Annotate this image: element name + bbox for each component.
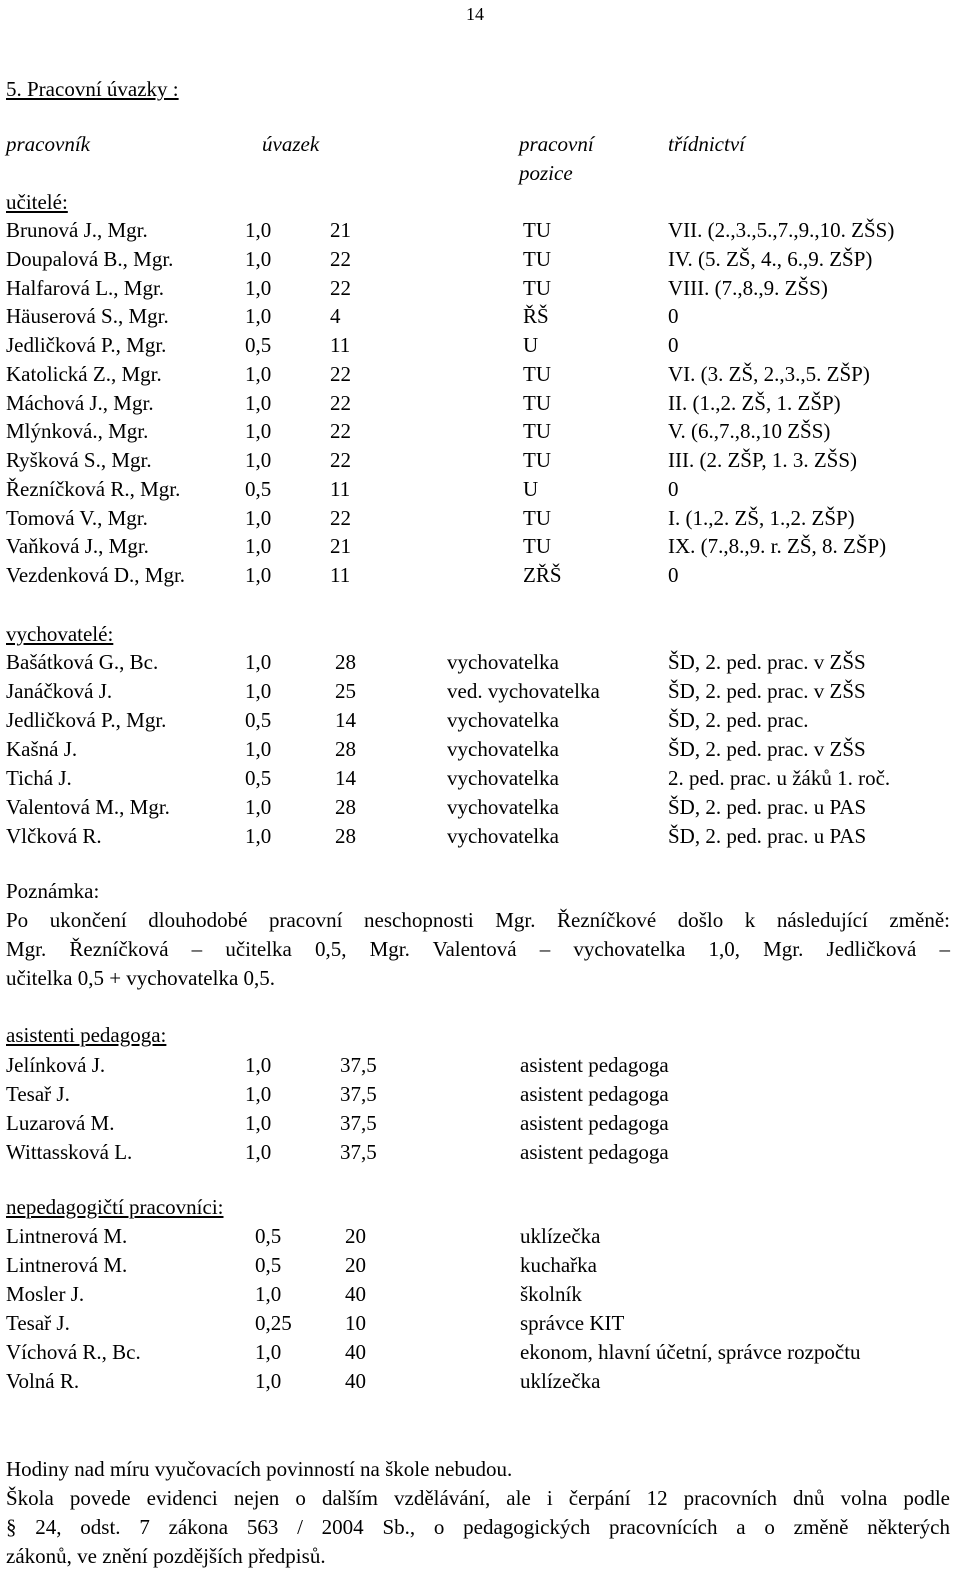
header-pozice-1: pracovní xyxy=(519,132,594,156)
table-row xyxy=(0,793,960,822)
cell-hodiny: 28 xyxy=(335,824,356,848)
cell-tridnictvi: 0 xyxy=(668,476,679,501)
poznamka-label: Poznámka: xyxy=(6,879,100,903)
cell-tridnictvi: VI. (3. ZŠ, 2.,3.,5. ZŠP) xyxy=(668,361,870,386)
cell-hodiny: 22 xyxy=(330,419,351,444)
table-row xyxy=(0,417,960,446)
cell-tridnictvi: III. (2. ZŠP, 1. 3. ZŠS) xyxy=(668,448,858,472)
cell-pozice: U xyxy=(523,333,539,357)
cell-pozice: ZŘŠ xyxy=(523,563,562,587)
table-row xyxy=(0,475,960,504)
cell-hodiny: 37,5 xyxy=(340,1053,377,1077)
cell-uvazek: 1,0 xyxy=(245,1053,272,1077)
cell-hodiny: 20 xyxy=(345,1224,366,1248)
cell-hodiny: 14 xyxy=(335,766,356,790)
cell-pozice: uklízečka xyxy=(520,1369,601,1393)
cell-tridnictvi: 0 xyxy=(668,563,679,587)
cell-pozice: TU xyxy=(523,361,551,386)
cell-hodiny: 22 xyxy=(330,246,351,271)
cell-hodiny: 40 xyxy=(345,1340,366,1364)
cell-name: Řezníčková R., Mgr. xyxy=(6,476,181,501)
table-row xyxy=(0,245,960,274)
cell-name: Jedličková P., Mgr. xyxy=(6,708,167,732)
cell-uvazek: 1,0 xyxy=(245,650,272,674)
cell-name: Lintnerová M. xyxy=(6,1253,128,1277)
cell-hodiny: 21 xyxy=(330,534,351,559)
cell-uvazek: 1,0 xyxy=(245,505,272,530)
cell-uvazek: 1,0 xyxy=(245,679,272,703)
cell-poznamka: ŠD, 2. ped. prac. xyxy=(668,708,809,732)
cell-tridnictvi: V. (6.,7.,8.,10 ZŠS) xyxy=(668,419,831,444)
footer-line-4: zákonů, ve znění pozdějších předpisů. xyxy=(6,1544,326,1568)
table-row xyxy=(0,1338,960,1367)
cell-hodiny: 37,5 xyxy=(340,1082,377,1106)
table-row xyxy=(0,1080,960,1109)
cell-uvazek: 1,0 xyxy=(245,1140,272,1164)
cell-name: Vaňková J., Mgr. xyxy=(6,534,149,559)
table-row xyxy=(0,1051,960,1080)
table-row xyxy=(0,331,960,360)
cell-uvazek: 0,5 xyxy=(245,476,272,501)
cell-tridnictvi: II. (1.,2. ZŠ, 1. ZŠP) xyxy=(668,390,841,415)
cell-uvazek: 0,5 xyxy=(255,1253,282,1277)
cell-name: Janáčková J. xyxy=(6,679,113,703)
table-row xyxy=(0,1309,960,1338)
cell-uvazek: 1,0 xyxy=(245,275,272,300)
cell-pozice: vychovatelka xyxy=(447,650,559,674)
cell-pozice: vychovatelka xyxy=(447,795,559,819)
cell-hodiny: 25 xyxy=(335,679,356,703)
cell-tridnictvi: I. (1.,2. ZŠ, 1.,2. ZŠP) xyxy=(668,505,855,530)
cell-pozice: uklízečka xyxy=(520,1224,601,1248)
table-row xyxy=(0,446,960,475)
cell-name: Tichá J. xyxy=(6,766,72,790)
cell-hodiny: 22 xyxy=(330,275,351,300)
page-number: 14 xyxy=(466,4,484,24)
cell-name: Kašná J. xyxy=(6,737,78,761)
cell-uvazek: 1,0 xyxy=(245,361,272,386)
table-row xyxy=(0,302,960,331)
header-pozice-2: pozice xyxy=(519,161,573,185)
table-row xyxy=(0,1280,960,1309)
cell-name: Vezdenková D., Mgr. xyxy=(6,563,186,587)
cell-hodiny: 14 xyxy=(335,708,356,732)
table-row xyxy=(0,648,960,677)
cell-poznamka: 2. ped. prac. u žáků 1. roč. xyxy=(668,766,891,790)
cell-tridnictvi: VIII. (7.,8.,9. ZŠS) xyxy=(668,275,828,300)
cell-uvazek: 1,0 xyxy=(245,218,272,242)
cell-uvazek: 1,0 xyxy=(245,419,272,444)
cell-name: Halfarová L., Mgr. xyxy=(6,275,165,300)
cell-uvazek: 0,5 xyxy=(245,333,272,357)
cell-uvazek: 1,0 xyxy=(245,390,272,415)
vychovatele-label: vychovatelé: xyxy=(6,622,114,646)
cell-pozice: ŘŠ xyxy=(523,304,549,329)
table-row xyxy=(0,764,960,793)
cell-uvazek: 1,0 xyxy=(245,448,272,472)
cell-pozice: ekonom, hlavní účetní, správce rozpočtu xyxy=(520,1340,861,1364)
cell-uvazek: 0,5 xyxy=(255,1224,282,1248)
cell-pozice: TU xyxy=(523,448,551,472)
cell-pozice: školník xyxy=(520,1282,582,1306)
cell-hodiny: 21 xyxy=(330,218,351,242)
cell-uvazek: 1,0 xyxy=(245,304,272,329)
footer-line-1: Hodiny nad míru vyučovacích povinností na škole nebudou. xyxy=(6,1457,513,1481)
cell-pozice: TU xyxy=(523,390,551,415)
cell-hodiny: 28 xyxy=(335,795,356,819)
cell-tridnictvi: 0 xyxy=(668,304,679,329)
cell-name: Volná R. xyxy=(6,1369,80,1393)
cell-name: Doupalová B., Mgr. xyxy=(6,246,174,271)
cell-name: Tesař J. xyxy=(6,1082,70,1106)
nepedagogicti-label: nepedagogičtí pracovníci: xyxy=(6,1195,224,1219)
cell-hodiny: 4 xyxy=(330,304,341,329)
cell-name: Valentová M., Mgr. xyxy=(6,795,170,819)
table-row xyxy=(0,274,960,303)
cell-poznamka: ŠD, 2. ped. prac. u PAS xyxy=(668,824,867,848)
cell-tridnictvi: IX. (7.,8.,9. r. ZŠ, 8. ZŠP) xyxy=(668,534,887,559)
cell-poznamka: ŠD, 2. ped. prac. v ZŠS xyxy=(668,650,866,674)
cell-name: Tomová V., Mgr. xyxy=(6,505,148,530)
cell-pozice: vychovatelka xyxy=(447,708,559,732)
cell-name: Katolická Z., Mgr. xyxy=(6,361,162,386)
cell-uvazek: 1,0 xyxy=(255,1369,282,1393)
cell-pozice: TU xyxy=(523,218,551,242)
cell-uvazek: 0,5 xyxy=(245,766,272,790)
cell-uvazek: 0,25 xyxy=(255,1311,292,1335)
cell-hodiny: 10 xyxy=(345,1311,366,1335)
cell-pozice: vychovatelka xyxy=(447,824,559,848)
header-tridnictvi: třídnictví xyxy=(668,132,745,156)
poznamka-line-2: Mgr. Řezníčková – učitelka 0,5, Mgr. Valentová – vychovatelka 1,0, Mgr. Jedličková – xyxy=(6,937,950,961)
cell-name: Brunová J., Mgr. xyxy=(6,218,148,242)
cell-pozice: asistent pedagoga xyxy=(520,1111,669,1135)
cell-name: Vlčková R. xyxy=(6,824,102,848)
cell-name: Häuserová S., Mgr. xyxy=(6,304,169,329)
cell-pozice: asistent pedagoga xyxy=(520,1082,669,1106)
cell-name: Ryšková S., Mgr. xyxy=(6,448,152,472)
cell-hodiny: 22 xyxy=(330,448,351,472)
cell-pozice: asistent pedagoga xyxy=(520,1053,669,1077)
cell-hodiny: 40 xyxy=(345,1282,366,1306)
table-row xyxy=(0,389,960,418)
cell-uvazek: 1,0 xyxy=(245,246,272,271)
cell-uvazek: 1,0 xyxy=(245,563,272,587)
cell-hodiny: 37,5 xyxy=(340,1140,377,1164)
table-row xyxy=(0,1222,960,1251)
cell-hodiny: 28 xyxy=(335,650,356,674)
cell-hodiny: 37,5 xyxy=(340,1111,377,1135)
table-row xyxy=(0,677,960,706)
cell-name: Jelínková J. xyxy=(6,1053,106,1077)
cell-name: Lintnerová M. xyxy=(6,1224,128,1248)
footer-line-2: Škola povede evidenci nejen o dalším vzdělávání, ale i čerpání 12 pracovních dnů volna podle xyxy=(6,1486,950,1510)
cell-hodiny: 20 xyxy=(345,1253,366,1277)
cell-hodiny: 11 xyxy=(330,333,351,357)
cell-hodiny: 11 xyxy=(330,476,351,501)
cell-name: Bašátková G., Bc. xyxy=(6,650,159,674)
cell-pozice: TU xyxy=(523,275,551,300)
table-row xyxy=(0,735,960,764)
cell-uvazek: 1,0 xyxy=(245,824,272,848)
cell-name: Tesař J. xyxy=(6,1311,70,1335)
cell-name: Mlýnková., Mgr. xyxy=(6,419,149,444)
table-row xyxy=(0,1251,960,1280)
header-pracovnik: pracovník xyxy=(6,132,90,156)
cell-hodiny: 28 xyxy=(335,737,356,761)
cell-uvazek: 0,5 xyxy=(245,708,272,732)
cell-pozice: TU xyxy=(523,505,551,530)
cell-pozice: U xyxy=(523,476,539,501)
table-row xyxy=(0,532,960,561)
cell-hodiny: 22 xyxy=(330,361,351,386)
cell-pozice: TU xyxy=(523,419,551,444)
table-row xyxy=(0,360,960,389)
cell-pozice: TU xyxy=(523,534,551,559)
cell-uvazek: 1,0 xyxy=(245,1111,272,1135)
cell-pozice: asistent pedagoga xyxy=(520,1140,669,1164)
cell-uvazek: 1,0 xyxy=(255,1340,282,1364)
cell-hodiny: 40 xyxy=(345,1369,366,1393)
cell-pozice: vychovatelka xyxy=(447,737,559,761)
cell-name: Máchová J., Mgr. xyxy=(6,390,154,415)
cell-name: Jedličková P., Mgr. xyxy=(6,333,167,357)
cell-name: Wittassková L. xyxy=(6,1140,133,1164)
cell-uvazek: 1,0 xyxy=(245,534,272,559)
table-row xyxy=(0,216,960,245)
header-uvazek: úvazek xyxy=(262,132,320,156)
cell-uvazek: 1,0 xyxy=(255,1282,282,1306)
poznamka-line-3: učitelka 0,5 + vychovatelka 0,5. xyxy=(6,966,276,990)
cell-hodiny: 11 xyxy=(330,563,351,587)
poznamka-line-1: Po ukončení dlouhodobé pracovní neschopnosti Mgr. Řezníčkové došlo k následující změně: xyxy=(6,908,950,932)
cell-tridnictvi: IV. (5. ZŠ, 4., 6.,9. ZŠP) xyxy=(668,246,873,271)
cell-uvazek: 1,0 xyxy=(245,795,272,819)
cell-pozice: vychovatelka xyxy=(447,766,559,790)
cell-hodiny: 22 xyxy=(330,505,351,530)
cell-poznamka: ŠD, 2. ped. prac. v ZŠS xyxy=(668,737,866,761)
table-row xyxy=(0,1138,960,1167)
ucitele-label: učitelé: xyxy=(6,190,68,214)
cell-pozice: kuchařka xyxy=(520,1253,597,1277)
cell-pozice: správce KIT xyxy=(520,1311,625,1335)
section-title: 5. Pracovní úvazky : xyxy=(6,77,179,101)
cell-uvazek: 1,0 xyxy=(245,1082,272,1106)
cell-pozice: ved. vychovatelka xyxy=(447,679,600,703)
asistenti-label: asistenti pedagoga: xyxy=(6,1023,167,1047)
table-row xyxy=(0,504,960,533)
table-row xyxy=(0,706,960,735)
cell-tridnictvi: VII. (2.,3.,5.,7.,9.,10. ZŠS) xyxy=(668,218,895,242)
cell-pozice: TU xyxy=(523,246,551,271)
table-row xyxy=(0,1109,960,1138)
table-row xyxy=(0,1367,960,1396)
cell-hodiny: 22 xyxy=(330,390,351,415)
table-row xyxy=(0,822,960,851)
cell-uvazek: 1,0 xyxy=(245,737,272,761)
cell-poznamka: ŠD, 2. ped. prac. v ZŠS xyxy=(668,679,866,703)
cell-tridnictvi: 0 xyxy=(668,333,679,357)
cell-name: Luzarová M. xyxy=(6,1111,115,1135)
cell-poznamka: ŠD, 2. ped. prac. u PAS xyxy=(668,795,867,819)
table-row xyxy=(0,561,960,590)
cell-name: Víchová R., Bc. xyxy=(6,1340,141,1364)
footer-line-3: § 24, odst. 7 zákona 563 / 2004 Sb., o pedagogických pracovnících a o změně některých xyxy=(6,1515,950,1539)
cell-name: Mosler J. xyxy=(6,1282,85,1306)
